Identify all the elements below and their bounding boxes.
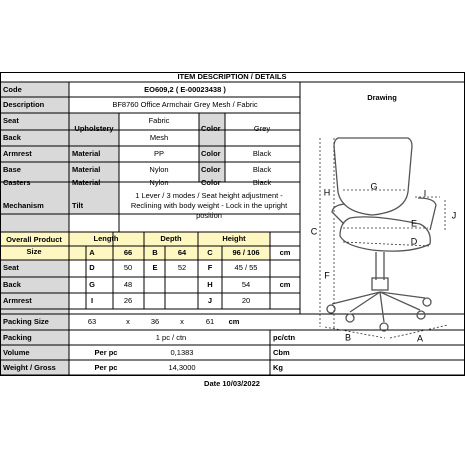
length-label: Length [93,233,119,243]
drawing-letter-h: H [323,187,331,198]
chair-armrest-right [418,198,436,230]
dim-e-value: 52 [177,262,187,272]
drawing-letter-j: J [451,210,457,221]
seat-label: Seat [3,115,19,125]
base-material-label: Material [72,164,101,174]
dim-j-letter: J [207,295,213,305]
packing-length: 63 [87,316,97,326]
drawing-letter-d: D [410,236,418,247]
mechanism-type: Tilt [72,200,84,210]
dim-e-letter: E [152,262,158,272]
back-dims-label: Back [3,279,21,289]
dim-a-letter: A [89,247,95,257]
overall-label-line-2: Size [26,246,42,256]
drawing-letter-e: E [410,218,418,229]
description-label: Description [3,99,45,109]
chair-column-cover [372,278,388,290]
drawing-letter-i: I [423,188,427,199]
mechanism-line-1: 1 Lever / 3 modes / Seat height adjustment - [135,190,283,200]
dim-b-letter: B [152,247,158,257]
dim-j-value: 20 [241,295,251,305]
weight-per: Per pc [94,362,118,372]
volume-per: Per pc [94,347,118,357]
seat-material: Fabric [148,115,170,125]
drawing-letter-b: B [344,332,352,343]
armrest-material-label: Material [72,148,101,158]
volume-unit: Cbm [273,347,290,357]
base-color: Black [252,164,272,174]
drawing-letter-c: C [310,226,318,237]
description-value: BF8760 Office Armchair Grey Mesh / Fabric [112,99,258,109]
dims-unit: cm [279,279,291,289]
dim-d-letter: D [89,262,95,272]
packing-value: 1 pc / ctn [155,332,187,342]
chair-caster-4 [417,311,425,319]
chair-caster-5 [423,298,431,306]
chair-gas-lift [376,252,384,280]
drawing-letter-f: F [324,270,330,281]
dim-a-value: 66 [123,247,133,257]
dim-f-letter: F [207,262,213,272]
dim-i-letter: I [90,295,94,305]
packing-label: Packing [3,332,32,342]
chair-caster-2 [346,314,354,322]
volume-label: Volume [3,347,30,357]
volume-value: 0,1383 [170,347,194,357]
chair-backrest [334,138,412,215]
dim-b-value: 64 [177,247,187,257]
dim-c-value: 96 / 106 [232,247,260,257]
height-label: Height [222,233,246,243]
packing-width: 36 [150,316,160,326]
dim-d-value: 50 [123,262,133,272]
sheet-title: ITEM DESCRIPTION / DETAILS [177,71,287,81]
seat-dims-label: Seat [3,262,19,272]
packing-x-2: x [180,316,184,326]
drawing-label: Drawing [367,92,397,102]
casters-label: Casters [3,177,31,187]
casters-color: Black [252,177,272,187]
casters-material-label: Material [72,177,101,187]
mechanism-label: Mechanism [3,200,44,210]
sheet-date: Date 10/03/2022 [204,378,260,388]
dimension-lines [320,138,448,338]
armrest-label: Armrest [3,148,32,158]
dim-c-letter: C [207,247,213,257]
armrest-color: Black [252,148,272,158]
depth-label: Depth [160,233,182,243]
chair-drawing [327,138,436,331]
packing-height: 61 [205,316,215,326]
color-label-upholstery: Color [201,123,221,133]
weight-unit: Kg [273,362,283,372]
casters-material: Nylon [149,177,169,187]
packing-size-unit: cm [228,316,240,326]
armrest-color-label: Color [201,148,221,158]
packing-unit: pc/ctn [273,332,296,342]
weight-label: Weight / Gross [3,362,56,372]
seat-color: Grey [253,123,271,133]
label-column-bg [0,82,69,375]
packing-size-label: Packing Size [3,316,49,326]
back-material: Mesh [149,132,169,142]
mechanism-line-3: position [196,210,222,220]
dim-f-value: 45 / 55 [234,262,258,272]
upholstery-label: Upholstery [74,123,114,133]
packing-x-1: x [126,316,130,326]
armrest-material: PP [153,148,165,158]
code-value: EO609,2 ( E-00023438 ) [144,84,226,94]
drawing-letter-g: G [370,181,378,192]
base-label: Base [3,164,21,174]
mechanism-line-2: Reclining with body weight - Lock in the upright [130,200,288,210]
dim-i-value: 26 [123,295,133,305]
dim-g-letter: G [89,279,95,289]
dim-h-letter: H [207,279,213,289]
overall-label-line-1: Overall Product [6,234,62,244]
base-material: Nylon [149,164,169,174]
casters-color-label: Color [201,177,221,187]
weight-value: 14,3000 [168,362,196,372]
dim-g-value: 48 [123,279,133,289]
dim-h-value: 54 [241,279,251,289]
overall-unit: cm [279,247,291,257]
back-label: Back [3,132,21,142]
code-label: Code [3,84,22,94]
armrest-dims-label: Armrest [3,295,32,305]
drawing-letter-a: A [416,333,424,344]
base-color-label: Color [201,164,221,174]
